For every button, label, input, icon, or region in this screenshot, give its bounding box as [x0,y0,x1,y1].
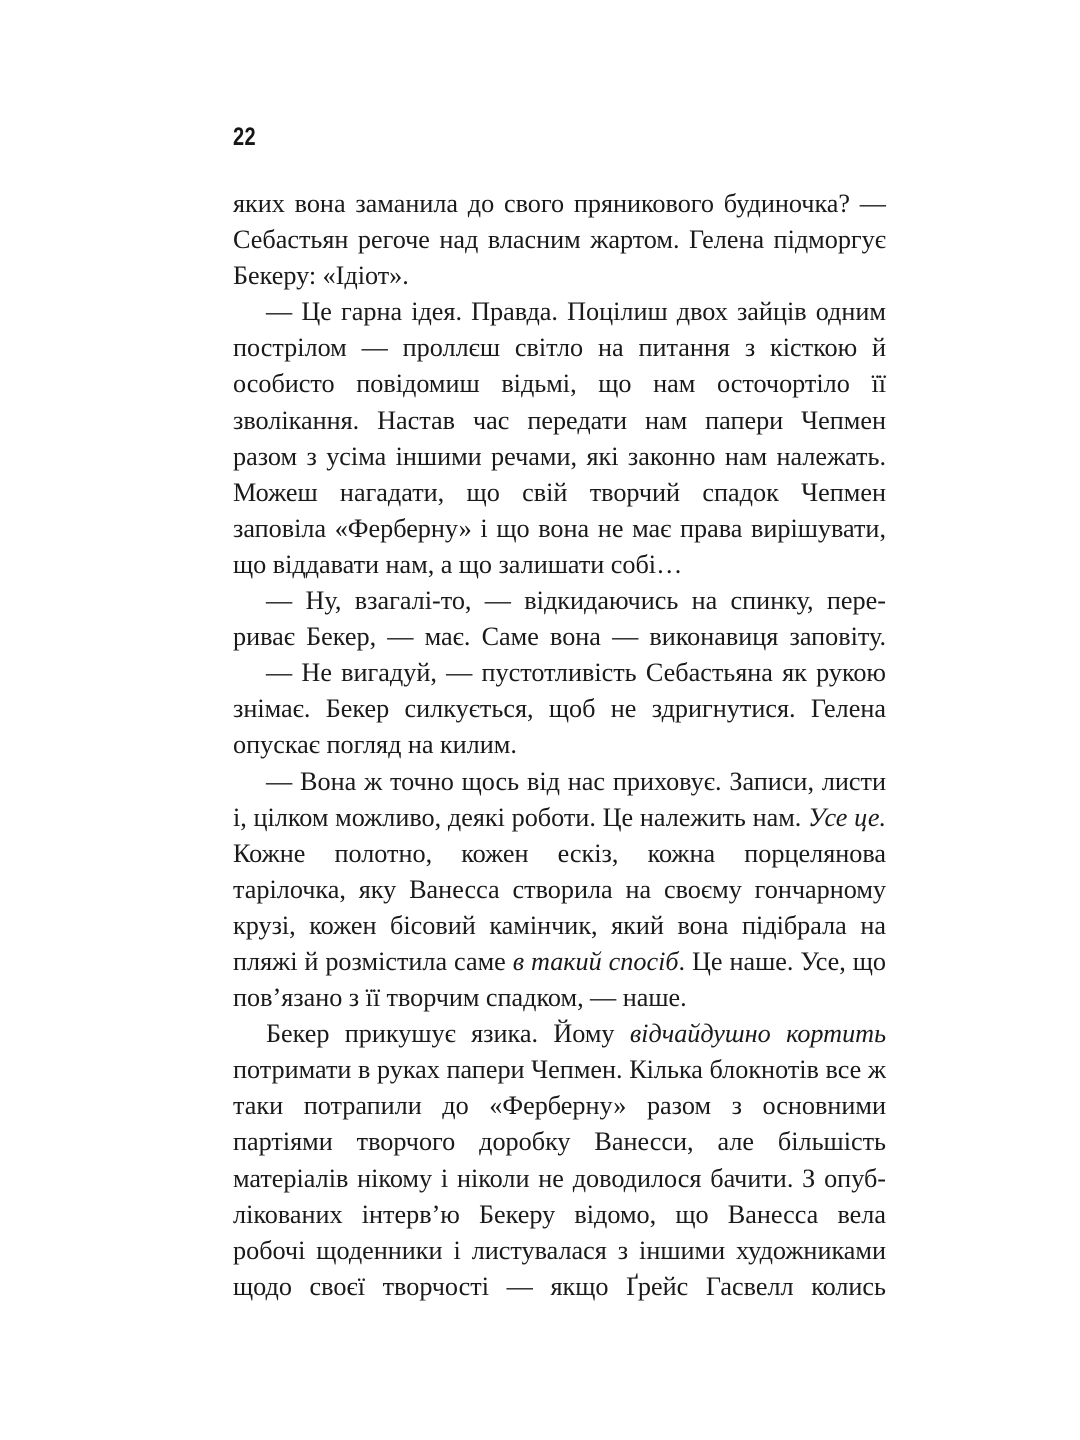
text-run: . Це наше. Усе, що пов’язано з її творчим спадком, — наше. [233,946,887,1013]
emphasis-run: в такий спосіб [512,946,679,976]
text-run: — Вона ж точно щось від нас приховує. Записи, листи і, цілком можливо, деякі роботи. Це належить нам. [233,766,886,832]
text-run: — Це гарна ідея. Правда. Поцілиш двох зайців одним пострілом — проллєш світло на питання з кісткою й особисто повідомиш відьмі, що нам осточортіло її зволікання. Настав час передати нам папери Чепмен разом з усіма іншими речами, які законно нам належать. Можеш нагадати, що свій творчий спадок Чепмен заповіла «Ферберну» і що вона не має права вирішувати, що віддавати нам, а що залишати собі… [233,297,886,579]
text-run: яких вона заманила до свого пряникового будиночка? — Себастьян регоче над власним жартом. Гелена підморгує Бекеру: «Ідіот». [233,189,886,291]
paragraph [233,655,886,763]
text-run: Кожне полотно, кожен ескіз, кожна порцелянова тарілочка, яку Ванесса створила на своєму гончарному крузі, кожен бісовий камінчик, який вона підібрала на пляжі й розмістила саме [233,838,886,976]
emphasis-run: Усе це. [808,802,886,832]
page-number: 22 [233,123,257,151]
text-run: потримати в руках папери Чепмен. Кілька блокнотів все ж таки потрапили до «Ферберну» разом з основними партіями творчого доробку Ванесси, але більшість матеріалів нікому і ніколи не доводилося бачити. З опублікованих інтерв’ю Бекеру відомо, що Ванесса вела робочі щоденники і листувалася з іншими художниками щодо своєї творчості — якщо Ґрейс Гасвелл колись [233,1055,886,1301]
text-run: — Ну, взагалі-то, — відкидаючись на спинку, перериває Бекер, — має. Саме вона — виконавиця заповіту. [233,586,886,652]
text-run: — Не вигадуй, — пустотливість Себастьяна як рукою знімає. Бекер силкується, щоб не здригнутися. Гелена опускає погляд на килим. [233,658,886,760]
body-text-block [233,186,886,1305]
text-run: Бекер прикушує язика. Йому [266,1019,630,1049]
emphasis-run: відчайдушно кортить [629,1019,886,1049]
paragraph [233,294,886,583]
paragraph [233,186,886,294]
paragraph [233,583,886,655]
paragraph [233,764,886,1017]
paragraph [233,1016,886,1305]
